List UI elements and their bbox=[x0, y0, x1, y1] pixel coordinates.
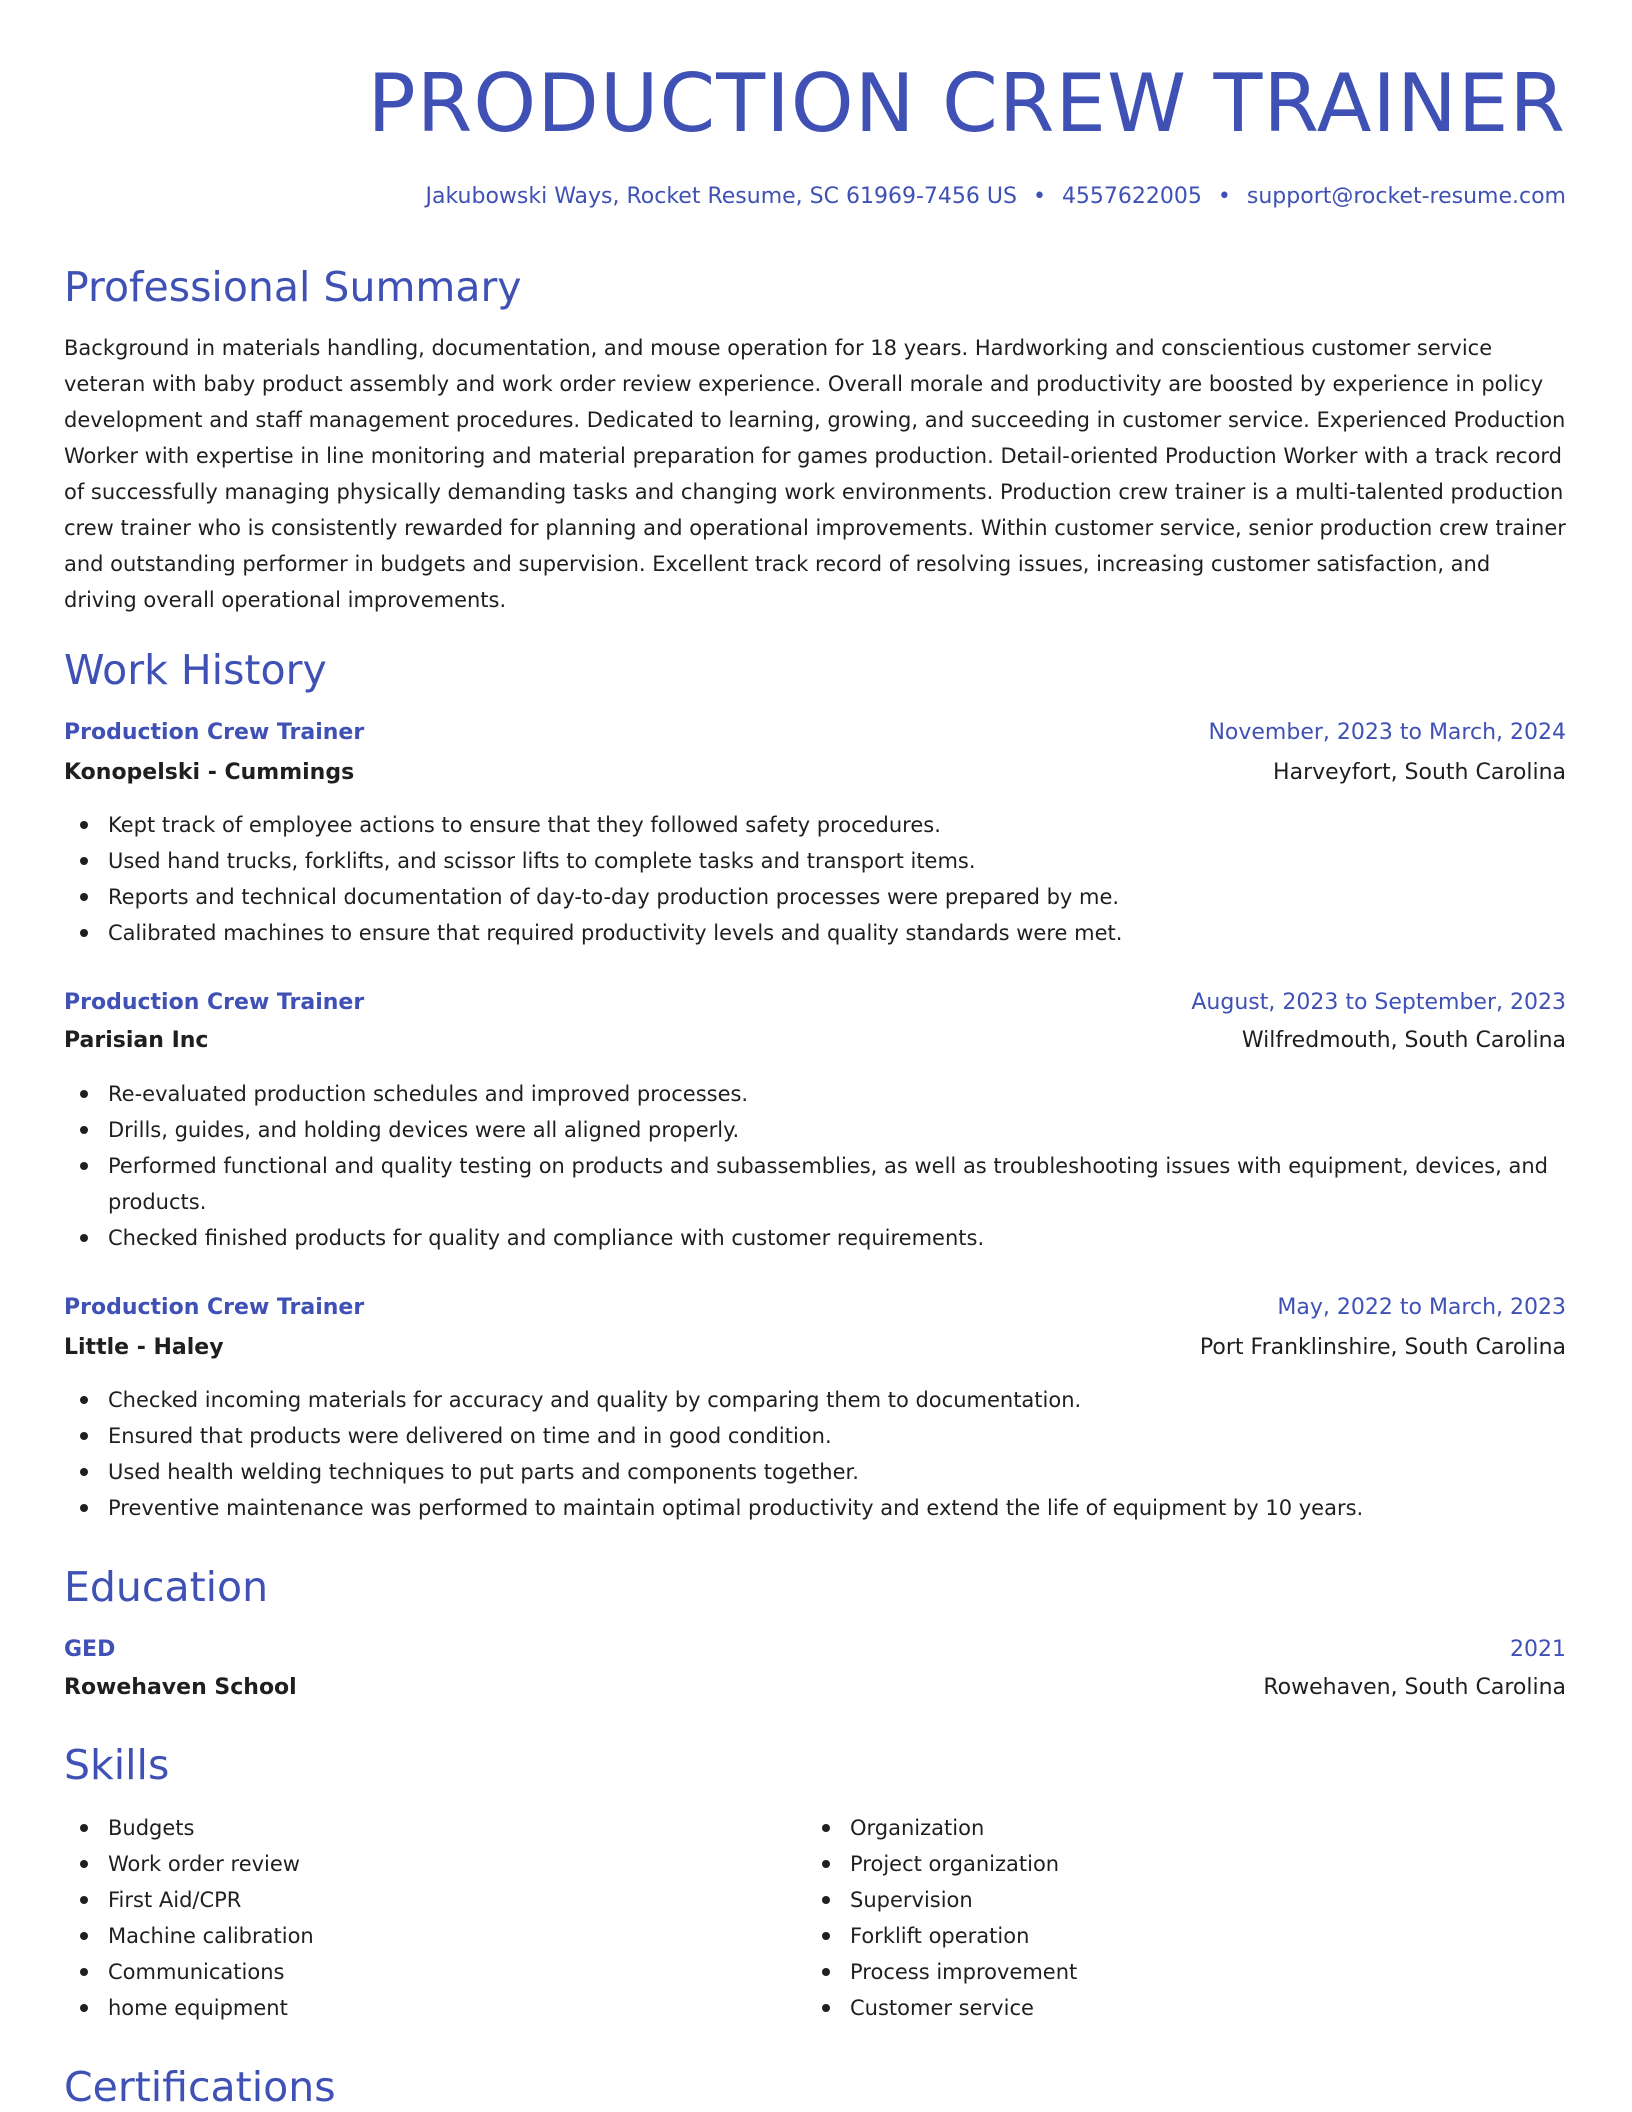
job-bullet: Drills, guides, and holding devices were all aligned properly. bbox=[64, 1112, 1566, 1148]
skill-item: Budgets bbox=[64, 1810, 764, 1846]
candidate-name: PRODUCTION CREW TRAINER bbox=[367, 57, 1566, 150]
skills-list-left bbox=[64, 1810, 764, 2026]
contact-email: support@rocket-resume.com bbox=[1246, 184, 1566, 209]
contact-separator: • bbox=[1217, 184, 1231, 209]
work-history-heading: Work History bbox=[64, 646, 327, 694]
skill-item: Project organization bbox=[806, 1846, 1506, 1882]
job-bullet: Calibrated machines to ensure that required productivity levels and quality standards were met. bbox=[64, 915, 1566, 951]
job-subheader bbox=[64, 1330, 1566, 1366]
job-bullets bbox=[64, 1382, 1566, 1526]
job-company: Parisian Inc bbox=[64, 1028, 209, 1053]
summary-text: Background in materials handling, documentation, and mouse operation for 18 years. Hardworking and conscientious customer service veteran with baby product assembly and work order review experience. Overall morale and productivity are boosted by experience in policy development and staff management procedures. Dedicated to learning, growing, and succeeding in customer service. Experienced Production Worker with expertise in line monitoring and material preparation for games production. Detail-oriented Production Worker with a track record of successfully managing physically demanding tasks and changing work environments. Production crew trainer is a multi-talented production crew trainer who is consistently rewarded for planning and operational improvements. Within customer service, senior production crew trainer and outstanding performer in budgets and supervision. Excellent track record of resolving issues, increasing customer satisfaction, and driving overall operational improvements. bbox=[64, 336, 1566, 612]
job-bullet: Ensured that products were delivered on time and in good condition. bbox=[64, 1418, 1566, 1454]
skill-item: Customer service bbox=[806, 1990, 1506, 2026]
job-bullet: Kept track of employee actions to ensure that they followed safety procedures. bbox=[64, 807, 1566, 843]
skill-item: Organization bbox=[806, 1810, 1506, 1846]
job-role: Production Crew Trainer bbox=[64, 720, 365, 745]
skill-item: Machine calibration bbox=[64, 1918, 764, 1954]
skill-item: First Aid/CPR bbox=[64, 1882, 764, 1918]
skills-list-right bbox=[806, 1810, 1506, 2026]
skill-item: Process improvement bbox=[806, 1954, 1506, 1990]
education-location: Rowehaven, South Carolina bbox=[1263, 1675, 1566, 1700]
job-location: Harveyfort, South Carolina bbox=[1273, 760, 1566, 785]
skill-item: Supervision bbox=[806, 1882, 1506, 1918]
job-role: Production Crew Trainer bbox=[64, 990, 365, 1015]
job-header bbox=[64, 985, 1566, 1021]
job-dates: May, 2022 to March, 2023 bbox=[1277, 1295, 1566, 1320]
job-bullet: Used hand trucks, forklifts, and scissor lifts to complete tasks and transport items. bbox=[64, 843, 1566, 879]
job-dates: August, 2023 to September, 2023 bbox=[1191, 990, 1566, 1015]
education-header bbox=[64, 1632, 1566, 1668]
skills-heading: Skills bbox=[64, 1741, 170, 1789]
job-header bbox=[64, 1290, 1566, 1326]
job-header bbox=[64, 715, 1566, 751]
job-bullets bbox=[64, 1076, 1566, 1256]
job-bullet: Reports and technical documentation of day-to-day production processes were prepared by me. bbox=[64, 879, 1566, 915]
job-bullet: Performed functional and quality testing on products and subassemblies, as well as troubleshooting issues with equipment, devices, and products. bbox=[64, 1148, 1566, 1220]
education-year: 2021 bbox=[1510, 1637, 1566, 1662]
summary-heading: Professional Summary bbox=[64, 263, 522, 311]
education-school: Rowehaven School bbox=[64, 1675, 297, 1700]
job-subheader bbox=[64, 1023, 1566, 1059]
education-degree: GED bbox=[64, 1637, 116, 1662]
education-subheader bbox=[64, 1670, 1566, 1706]
certifications-heading: Certifications bbox=[64, 2063, 336, 2111]
job-company: Little - Haley bbox=[64, 1335, 224, 1360]
contact-address: Jakubowski Ways, Rocket Resume, SC 61969-7456 US bbox=[425, 184, 1017, 209]
skill-item: home equipment bbox=[64, 1990, 764, 2026]
job-bullet: Preventive maintenance was performed to maintain optimal productivity and extend the life of equipment by 10 years. bbox=[64, 1490, 1566, 1526]
job-subheader bbox=[64, 755, 1566, 791]
skill-item: Work order review bbox=[64, 1846, 764, 1882]
skill-item: Forklift operation bbox=[806, 1918, 1506, 1954]
job-bullet: Used health welding techniques to put parts and components together. bbox=[64, 1454, 1566, 1490]
job-bullet: Re-evaluated production schedules and improved processes. bbox=[64, 1076, 1566, 1112]
education-heading: Education bbox=[64, 1563, 269, 1611]
contact-phone: 4557622005 bbox=[1061, 184, 1202, 209]
job-location: Port Franklinshire, South Carolina bbox=[1199, 1335, 1566, 1360]
job-company: Konopelski - Cummings bbox=[64, 760, 355, 785]
skill-item: Communications bbox=[64, 1954, 764, 1990]
contact-separator: • bbox=[1032, 184, 1046, 209]
contact-line bbox=[426, 180, 1567, 214]
job-bullet: Checked incoming materials for accuracy and quality by comparing them to documentation. bbox=[64, 1382, 1566, 1418]
job-dates: November, 2023 to March, 2024 bbox=[1208, 720, 1566, 745]
job-bullet: Checked finished products for quality and compliance with customer requirements. bbox=[64, 1220, 1566, 1256]
job-location: Wilfredmouth, South Carolina bbox=[1241, 1028, 1566, 1053]
job-bullets bbox=[64, 807, 1566, 951]
job-role: Production Crew Trainer bbox=[64, 1295, 365, 1320]
